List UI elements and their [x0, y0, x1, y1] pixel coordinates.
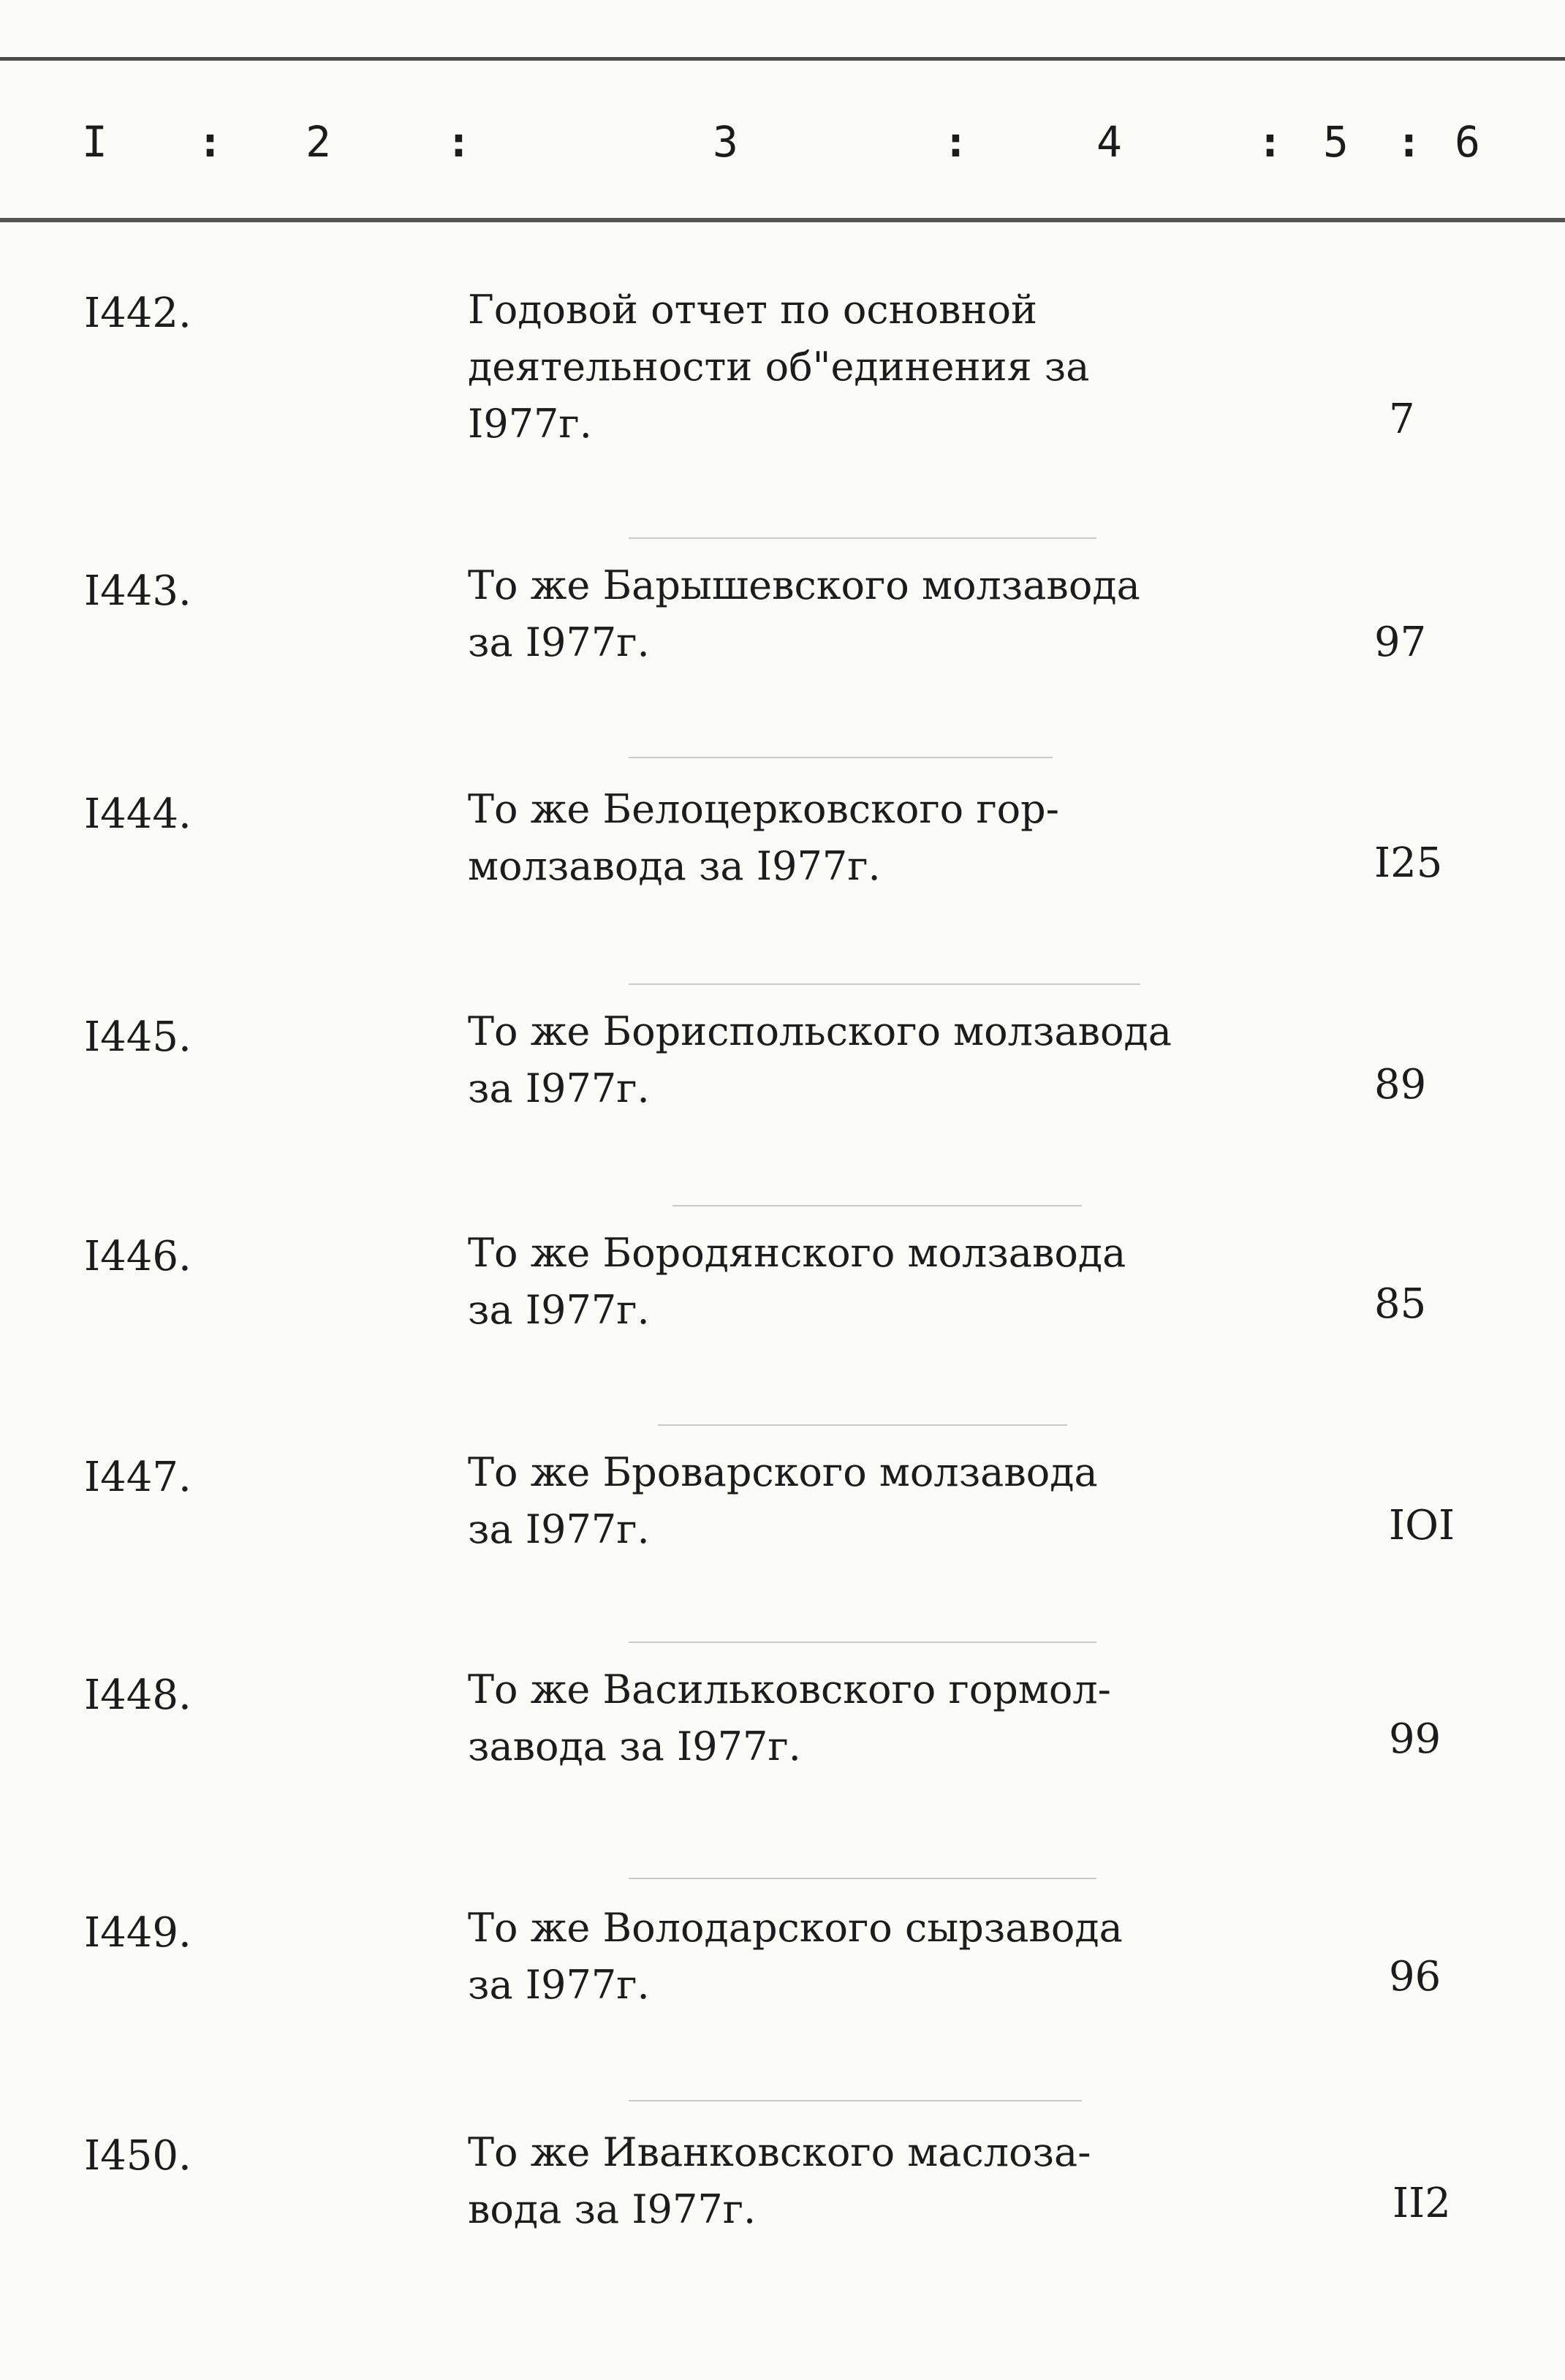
column-separator: :: [1396, 117, 1422, 167]
column-separator: :: [943, 117, 969, 167]
header-top-rule: [0, 57, 1565, 61]
entry-title: То же Бориспольского молзавода за I977г.: [468, 1008, 1172, 1111]
entry-sheet-count: II2: [1392, 2180, 1451, 2227]
entry-title: Годовой отчет по основной деятельности об"единения за I977г.: [468, 287, 1090, 447]
entry-number: I445.: [84, 1013, 192, 1061]
divider: [629, 1878, 1096, 1879]
entry-number: I446.: [84, 1233, 192, 1280]
column-separator: :: [1257, 117, 1283, 167]
entry-number: I449.: [84, 1909, 192, 1957]
divider: [629, 2100, 1082, 2101]
entry-number: I442.: [84, 290, 192, 337]
divider: [629, 983, 1140, 985]
header-bottom-rule: [0, 218, 1565, 222]
entry-title: То же Белоцерковского гор- молзавода за I977г.: [468, 786, 1059, 889]
entry-title: То же Володарского сырзавода за I977г.: [468, 1905, 1123, 2008]
column-header-3: 3: [713, 117, 738, 167]
entry-number: I447.: [84, 1454, 192, 1501]
column-header-2: 2: [306, 117, 331, 167]
entry-sheet-count: IOI: [1389, 1502, 1455, 1549]
divider: [629, 757, 1053, 758]
entry-title: То же Бородянского молзавода за I977г.: [468, 1230, 1126, 1333]
entry-sheet-count: 89: [1374, 1061, 1427, 1108]
entry-title: То же Броварского молзавода за I977г.: [468, 1449, 1098, 1552]
entry-sheet-count: 96: [1389, 1953, 1441, 2001]
column-header-1: I: [82, 117, 107, 167]
entry-number: I450.: [84, 2132, 192, 2180]
entry-sheet-count: 85: [1374, 1280, 1427, 1328]
divider: [658, 1424, 1067, 1426]
entry-sheet-count: 97: [1374, 619, 1427, 666]
column-separator: :: [197, 117, 223, 167]
entry-number: I443.: [84, 567, 192, 615]
column-header-5: 5: [1323, 117, 1349, 167]
entry-sheet-count: 7: [1389, 396, 1415, 443]
entry-title: То же Васильковского гормол- завода за I977г.: [468, 1666, 1111, 1769]
column-header-6: 6: [1455, 117, 1480, 167]
entry-title: То же Барышевского молзавода за I977г.: [468, 562, 1140, 665]
divider: [629, 537, 1096, 539]
entry-sheet-count: I25: [1374, 839, 1443, 887]
entry-number: I448.: [84, 1671, 192, 1719]
entry-number: I444.: [84, 790, 192, 838]
column-separator: :: [446, 117, 471, 167]
entry-sheet-count: 99: [1389, 1715, 1441, 1763]
column-header-4: 4: [1096, 117, 1122, 167]
divider: [629, 1642, 1096, 1643]
entry-title: То же Иванковского маслоза- вода за I977г.: [468, 2129, 1091, 2232]
divider: [672, 1205, 1082, 1206]
